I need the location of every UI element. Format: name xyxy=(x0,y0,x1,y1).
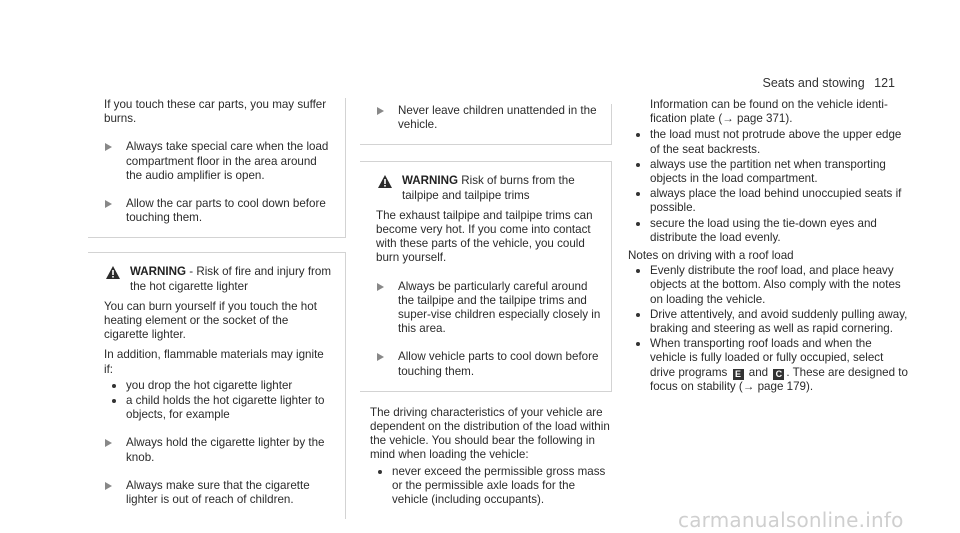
body-text: The driving characteristics of your vehicle are dependent on the distribution of the load within the vehicle. You should bear the following in mind when loading the vehicle: xyxy=(370,405,610,462)
body-text: You can burn yourself if you touch the hot heating element or the socket of the cigarette lighter. xyxy=(104,299,317,342)
list-item: Drive attentively, and avoid suddenly pulling away, braking and steering as well as rapid cornering. xyxy=(628,308,908,336)
cigarette-lighter-warning xyxy=(88,252,346,519)
step-item: Never leave children unattended in the vehicle. xyxy=(376,104,601,132)
watermark: carmanualsonline.info xyxy=(678,508,904,532)
warning-heading: WARNING Risk of burns from the tailpipe and tailpipe trims xyxy=(376,174,601,202)
section-title: Seats and stowing xyxy=(762,76,865,90)
body-text: In addition, flammable materials may ignite if: xyxy=(104,348,324,376)
arrow-icon xyxy=(105,439,112,447)
intro-text: If you touch these car parts, you may suffer burns. xyxy=(104,98,327,126)
list-item: never exceed the permissible gross mass or the permissible axle loads for the vehicle (including occupants). xyxy=(370,465,612,508)
step-item: Always make sure that the cigarette lighter is out of reach of children. xyxy=(104,479,335,507)
burn-notice-box xyxy=(88,98,346,238)
list-item: secure the load using the tie-down eyes and distribute the load evenly. xyxy=(628,217,908,245)
warning-heading: WARNING - Risk of fire and injury from the hot cigarette lighter xyxy=(104,265,335,293)
children-box xyxy=(360,104,612,145)
step-item: Always hold the cigarette lighter by the knob. xyxy=(104,436,335,464)
column-2 xyxy=(360,98,612,511)
drive-program-c-icon: C xyxy=(773,369,784,380)
list-item: Evenly distribute the roof load, and place heavy objects at the bottom. Also comply with the notes on loading the vehicle. xyxy=(628,264,908,307)
bullet-list xyxy=(370,465,612,508)
step-item: Allow vehicle parts to cool down before touching them. xyxy=(376,350,601,378)
page-header xyxy=(763,76,896,90)
arrow-icon xyxy=(105,200,112,208)
tailpipe-warning xyxy=(360,161,612,391)
drive-program-e-icon: E xyxy=(733,369,744,380)
arrow-icon xyxy=(377,283,384,291)
list-item: always use the partition net when transporting objects in the load compartment. xyxy=(628,158,908,186)
section-heading: Notes on driving with a roof load xyxy=(628,249,794,263)
warning-triangle-icon xyxy=(106,266,120,279)
page-number: 121 xyxy=(874,76,895,90)
step-item: Always take special care when the load compartment floor in the area around the audio amplifier is open. xyxy=(104,140,335,183)
list-item: always place the load behind unoccupied seats if possible. xyxy=(628,187,908,215)
continued-text: Information can be found on the vehicle identi-fication plate (→ page 371). xyxy=(650,98,888,126)
bullet-list xyxy=(628,264,908,394)
warning-triangle-icon xyxy=(378,175,392,188)
list-item: When transporting roof loads and when the vehicle is fully loaded or fully occupied, select drive programs E and C . These are designed to focus on stability (→ page 179). xyxy=(628,337,908,394)
arrow-icon xyxy=(105,482,112,490)
list-item: you drop the hot cigarette lighter xyxy=(104,379,335,393)
arrow-icon xyxy=(377,353,384,361)
list-item: the load must not protrude above the upper edge of the seat backrests. xyxy=(628,128,908,156)
step-item: Allow the car parts to cool down before touching them. xyxy=(104,197,335,225)
bullet-list xyxy=(628,128,908,245)
column-3 xyxy=(628,98,908,398)
loading-section xyxy=(360,406,612,507)
list-item: a child holds the hot cigarette lighter to objects, for example xyxy=(104,394,335,422)
body-text: The exhaust tailpipe and tailpipe trims can become very hot. If you come into contact with these parts of the vehicle, you could burn yourself. xyxy=(376,208,593,265)
bullet-list xyxy=(104,379,335,423)
arrow-icon xyxy=(377,107,384,115)
arrow-icon xyxy=(105,143,112,151)
step-item: Always be particularly careful around the tailpipe and the tailpipe trims and super-vise children especially closely in this area. xyxy=(376,280,601,337)
column-1 xyxy=(88,98,346,519)
